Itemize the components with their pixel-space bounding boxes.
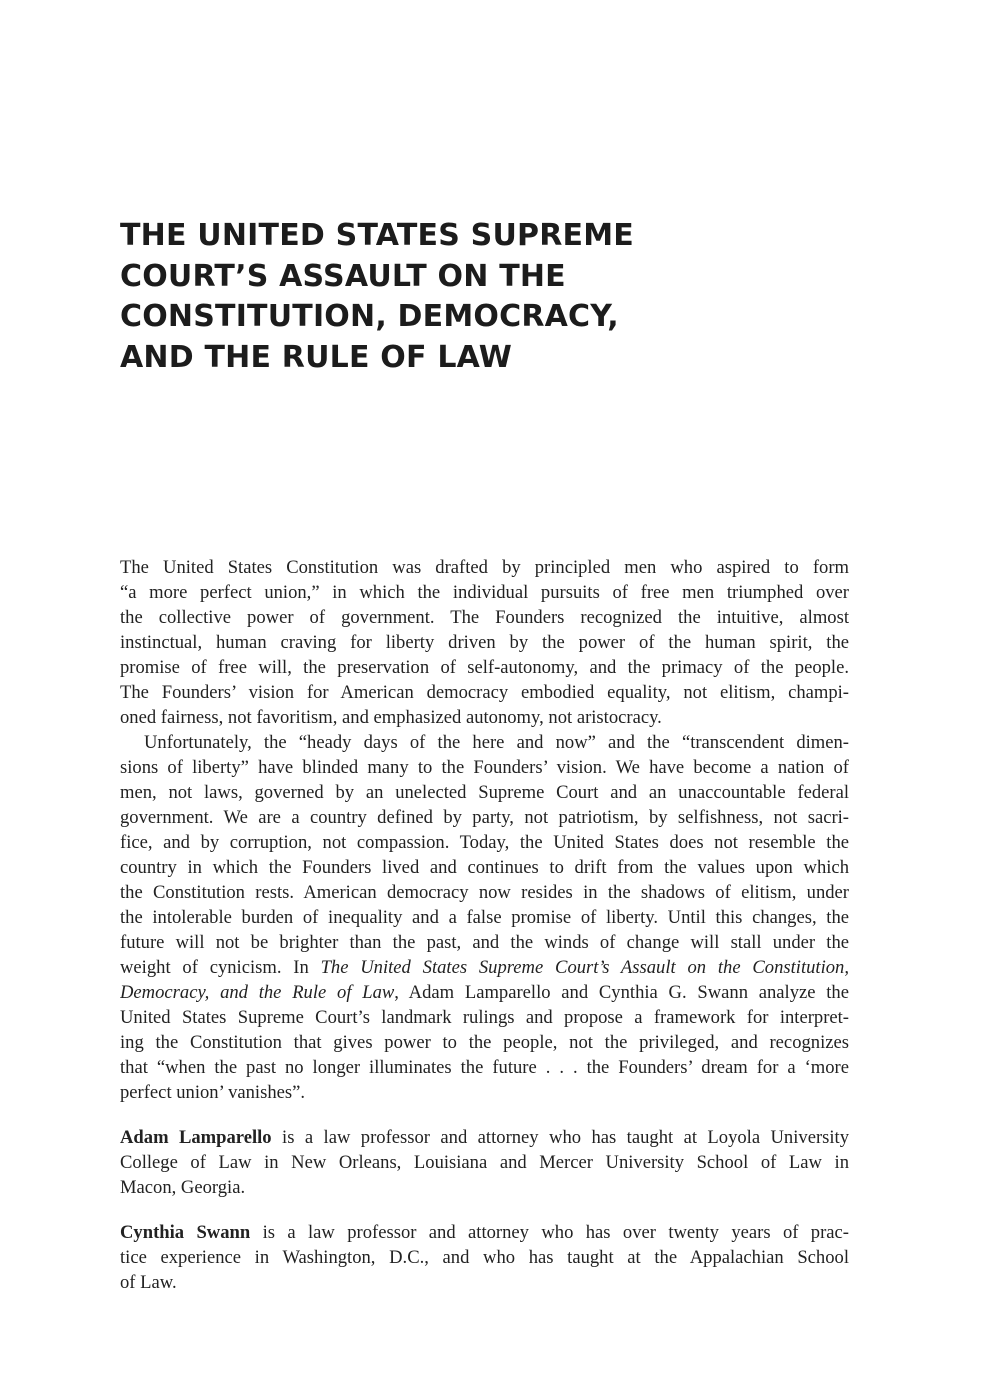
title-line: CONSTITUTION, DEMOCRACY, [120,299,619,334]
title-line: THE UNITED STATES SUPREME [120,218,634,253]
text-line: the collective power of government. The Founders recognized the intuitive, almost [120,607,849,628]
second-paragraph [120,730,849,1105]
text-line: the Constitution rests. American democracy now resides in the shadows of elitism, under [120,882,849,903]
text-line: that “when the past no longer illuminates the future . . . the Founders’ dream for a ‘more [120,1057,849,1078]
text-run: weight of cynicism. In [120,957,321,978]
author-bio-lamparello [120,1125,849,1200]
text-line: country in which the Founders lived and continues to drift from the values upon which [120,857,849,878]
text-line: future will not be brighter than the past, and the winds of change will stall under the [120,932,849,953]
text-line [120,980,849,1005]
text-line: promise of free will, the preservation of self-autonomy, and the primacy of the people. [120,657,849,678]
intro-paragraph [120,555,849,730]
text-line: Unfortunately, the “heady days of the here and now” and the “transcendent dimen- [144,732,849,753]
text-line: men, not laws, governed by an unelected Supreme Court and an unaccountable federal [120,782,849,803]
text-line [120,1220,849,1245]
text-line: the intolerable burden of inequality and a false promise of liberty. Until this changes, the [120,907,849,928]
text-line: fice, and by corruption, not compassion. Today, the United States does not resemble the [120,832,849,853]
title-line: COURT’S ASSAULT ON THE [120,258,566,294]
text-line: College of Law in New Orleans, Louisiana and Mercer University School of Law in [120,1152,849,1173]
text-line: of Law. [120,1272,177,1293]
title-line: AND THE RULE OF LAW [120,339,513,375]
book-title-reference: Democracy, and the Rule of Law [120,982,395,1003]
text-line: Macon, Georgia. [120,1177,246,1198]
book-title-reference: The United States Supreme Court’s Assault on the Constitution, [320,957,849,978]
text-run: is a law professor and attorney who has over twenty years of prac- [250,1222,849,1243]
text-line [120,1125,849,1150]
text-line: tice experience in Washington, D.C., and who has taught at the Appalachian School [120,1247,849,1268]
text-line: ing the Constitution that gives power to the people, not the privileged, and recognizes [120,1032,849,1053]
text-line: The United States Constitution was drafted by principled men who aspired to form [120,557,849,578]
text-line: oned fairness, not favoritism, and emphasized autonomy, not aristocracy. [120,707,662,728]
paragraph-gap [120,1105,849,1125]
text-run: , Adam Lamparello and Cynthia G. Swann analyze the [394,982,849,1003]
author-name: Adam Lamparello [120,1127,272,1148]
author-name: Cynthia Swann [120,1222,251,1243]
text-line: instinctual, human craving for liberty driven by the power of the human spirit, the [120,632,849,653]
text-line: sions of liberty” have blinded many to the Founders’ vision. We have become a nation of [120,757,849,778]
author-bio-swann [120,1220,849,1295]
text-line: United States Supreme Court’s landmark rulings and propose a framework for interpret- [120,1007,849,1028]
text-line: government. We are a country defined by party, not patriotism, by selfishness, not sacri- [120,807,849,828]
body-text [120,555,849,1295]
book-title [120,216,740,378]
text-run: is a law professor and attorney who has taught at Loyola University [271,1127,849,1148]
paragraph-gap [120,1200,849,1220]
text-line [120,955,849,980]
text-line: perfect union’ vanishes”. [120,1082,306,1103]
text-line: “a more perfect union,” in which the individual pursuits of free men triumphed over [120,582,849,603]
text-line: The Founders’ vision for American democracy embodied equality, not elitism, champi- [120,682,849,703]
